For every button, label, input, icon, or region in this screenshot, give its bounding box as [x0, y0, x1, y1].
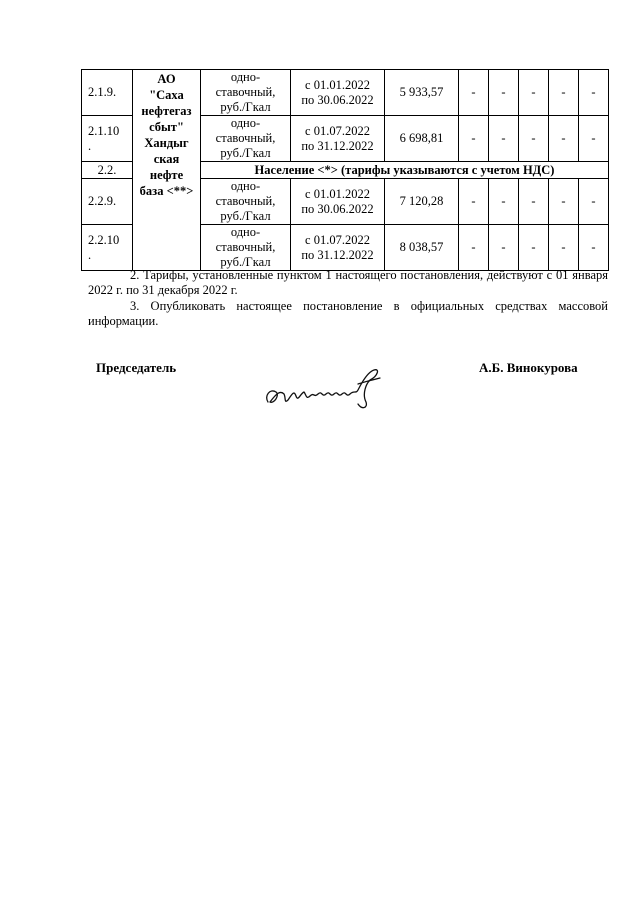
- dash-cell: -: [519, 225, 549, 271]
- dash-cell: -: [519, 179, 549, 225]
- org-line: нефтегаз: [141, 104, 192, 118]
- org-line: АО: [157, 72, 176, 86]
- period-line: по 31.12.2022: [301, 138, 374, 153]
- org-line: база <**>: [139, 184, 194, 198]
- row-number: 2.2.9.: [82, 179, 133, 225]
- table-row: [82, 70, 609, 116]
- period-cell: [291, 70, 385, 116]
- tariff-type-line: руб./Гкал: [220, 146, 271, 160]
- org-line: ская: [153, 152, 180, 166]
- tariff-type-cell: [201, 225, 291, 271]
- dash-cell: -: [519, 116, 549, 162]
- dash-cell: -: [579, 70, 609, 116]
- dash-cell: -: [549, 70, 579, 116]
- tariff-type-cell: [201, 70, 291, 116]
- dash-cell: -: [519, 70, 549, 116]
- dash-cell: -: [489, 70, 519, 116]
- signatory-title: Председатель: [96, 360, 177, 375]
- row-number: 2.1.9.: [82, 70, 133, 116]
- tariff-type-line: руб./Гкал: [220, 255, 271, 269]
- period-line: с 01.07.2022: [305, 232, 370, 247]
- period-line: с 01.07.2022: [305, 123, 370, 138]
- dash-cell: -: [489, 225, 519, 271]
- tariff-value: 6 698,81: [385, 116, 459, 162]
- dash-cell: -: [459, 116, 489, 162]
- dash-cell: -: [459, 70, 489, 116]
- org-line: сбыт": [149, 120, 184, 134]
- tariff-value: 5 933,57: [385, 70, 459, 116]
- tariff-type-cell: [201, 179, 291, 225]
- tariff-type-line: одно-: [230, 70, 261, 84]
- handwritten-signature: [262, 364, 386, 414]
- paragraph-publication: 3. Опубликовать настоящее постановление в официальных средствах массовой информации.: [88, 299, 608, 328]
- dash-cell: -: [549, 179, 579, 225]
- period-line: с 01.01.2022: [305, 77, 370, 92]
- signatory-name: А.Б. Винокурова: [479, 360, 578, 375]
- period-line: с 01.01.2022: [305, 186, 370, 201]
- tariff-type-line: руб./Гкал: [220, 209, 271, 223]
- tariff-type-cell: [201, 116, 291, 162]
- tariff-type-line: ставочный,: [215, 85, 276, 99]
- row-number-line: .: [88, 138, 92, 153]
- period-line: по 30.06.2022: [301, 92, 374, 107]
- section-label: Население <*> (тарифы указываются с учетом НДС): [201, 162, 609, 179]
- tariff-type-line: руб./Гкал: [220, 100, 271, 114]
- period-cell: [291, 225, 385, 271]
- row-number: [82, 225, 133, 271]
- row-number: [82, 116, 133, 162]
- dash-cell: -: [579, 116, 609, 162]
- org-line: нефте: [149, 168, 184, 182]
- tariff-type-line: одно-: [230, 225, 261, 239]
- dash-cell: -: [549, 225, 579, 271]
- dash-cell: -: [579, 225, 609, 271]
- period-line: по 31.12.2022: [301, 247, 374, 262]
- dash-cell: -: [459, 225, 489, 271]
- tariff-type-line: ставочный,: [215, 131, 276, 145]
- period-cell: [291, 179, 385, 225]
- dash-cell: -: [579, 179, 609, 225]
- dash-cell: -: [549, 116, 579, 162]
- period-line: по 30.06.2022: [301, 201, 374, 216]
- org-line: "Саха: [149, 88, 184, 102]
- tariff-type-line: одно-: [230, 116, 261, 130]
- row-number-line: 2.1.10: [88, 123, 120, 138]
- dash-cell: -: [489, 179, 519, 225]
- tariff-value: 7 120,28: [385, 179, 459, 225]
- tariff-type-line: ставочный,: [215, 194, 276, 208]
- paragraph-validity-period: 2. Тарифы, установленные пунктом 1 настоящего постановления, действуют с 01 января 2022 г. по 31 декабря 2022 г.: [88, 268, 608, 297]
- tariff-type-line: ставочный,: [215, 240, 276, 254]
- section-number: 2.2.: [82, 162, 133, 179]
- org-line: Хандыг: [144, 136, 189, 150]
- tariff-value: 8 038,57: [385, 225, 459, 271]
- row-number-line: .: [88, 247, 92, 262]
- organization-cell: [133, 70, 201, 271]
- period-cell: [291, 116, 385, 162]
- row-number-line: 2.2.10: [88, 232, 120, 247]
- tariff-type-line: одно-: [230, 179, 261, 193]
- dash-cell: -: [459, 179, 489, 225]
- tariff-table: [81, 69, 609, 271]
- dash-cell: -: [489, 116, 519, 162]
